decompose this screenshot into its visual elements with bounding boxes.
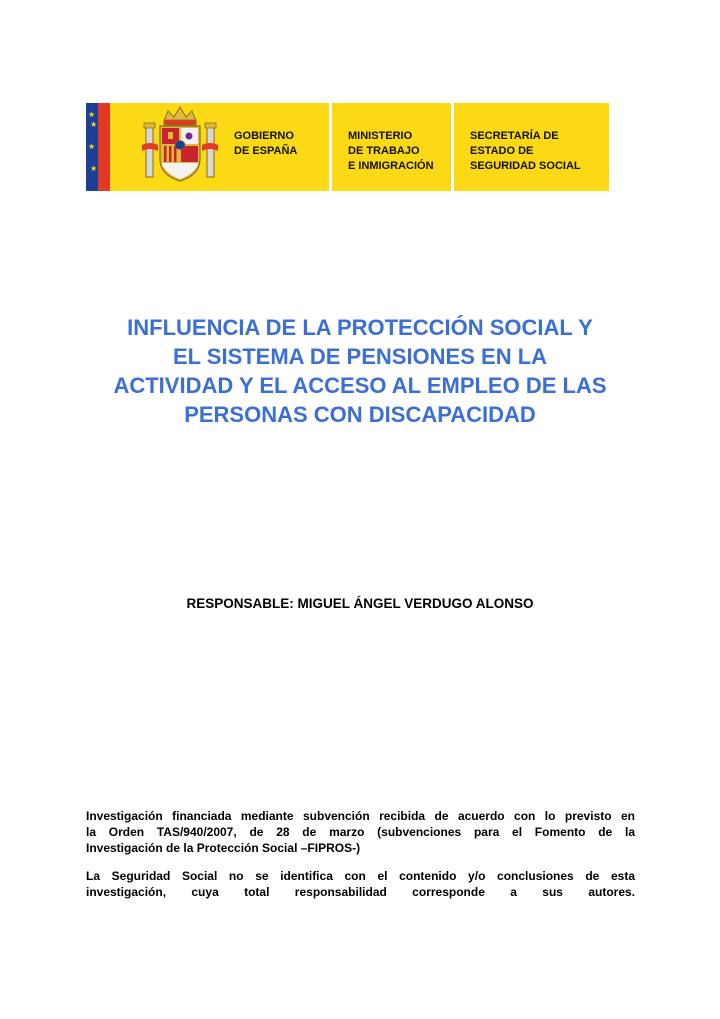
banner-divider	[451, 103, 454, 191]
funding-paragraph: Investigación financiada mediante subvención recibida de acuerdo con lo previsto en la Orden TAS/940/2007, de 28 de marzo (subvenciones para el Fomento de la Investigación de la Protección Social –FIPROS-)	[86, 809, 635, 855]
eu-flag-strip-icon: ★ ★ ★ ★	[86, 103, 110, 191]
gobierno-label: GOBIERNO DE ESPAÑA	[234, 130, 298, 157]
banner-divider	[329, 103, 332, 191]
document-title: INFLUENCIA DE LA PROTECCIÓN SOCIAL Y EL SISTEMA DE PENSIONES EN LA ACTIVIDAD Y EL ACCESO AL EMPLEO DE LAS PERSONAS CON DISCAPACIDAD	[113, 315, 607, 427]
ministerio-label: MINISTERIO DE TRABAJO E INMIGRACIÓN	[348, 130, 434, 172]
disclaimer-paragraph: La Seguridad Social no se identifica con el contenido y/o conclusiones de esta investigación, cuya total responsabilidad corresponde a sus autores.	[86, 869, 635, 899]
coat-of-arms-icon	[142, 105, 218, 189]
responsable-line: RESPONSABLE: MIGUEL ÁNGEL VERDUGO ALONSO	[186, 596, 534, 611]
secretaria-label: SECRETARÍA DE ESTADO DE SEGURIDAD SOCIAL	[470, 130, 581, 172]
government-header-banner	[86, 103, 609, 191]
